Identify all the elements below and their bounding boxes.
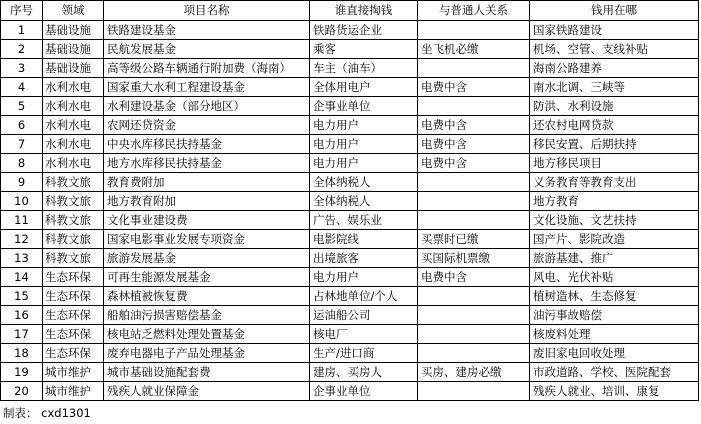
relation-cell: 买票时已缴 [418, 230, 530, 249]
row-number: 14 [1, 268, 43, 287]
relation-cell [418, 325, 530, 344]
relation-cell [418, 344, 530, 363]
header-field: 领域 [43, 1, 104, 21]
table-row [1, 192, 699, 211]
field-cell: 基础设施 [43, 59, 104, 78]
relation-cell: 电费中含 [418, 116, 530, 135]
project-name-cell: 教育费附加 [104, 173, 310, 192]
relation-cell: 买房、建房必缴 [418, 363, 530, 382]
field-cell: 科教文旅 [43, 211, 104, 230]
payer-cell: 运油船公司 [310, 306, 418, 325]
payer-cell: 电力用户 [310, 135, 418, 154]
row-number: 16 [1, 306, 43, 325]
row-number: 11 [1, 211, 43, 230]
header-relation: 与普通人关系 [418, 1, 530, 21]
usage-cell: 义务教育等教育支出 [530, 173, 699, 192]
header-no: 序号 [1, 1, 43, 21]
row-number: 9 [1, 173, 43, 192]
credit-text: 制表： cxd1301 [3, 406, 91, 420]
row-number: 20 [1, 382, 43, 401]
table-row [1, 268, 699, 287]
relation-cell: 电费中含 [418, 154, 530, 173]
field-cell: 基础设施 [43, 21, 104, 40]
payer-cell: 占林地单位/个人 [310, 287, 418, 306]
payer-cell: 生产/进口商 [310, 344, 418, 363]
field-cell: 生态环保 [43, 306, 104, 325]
relation-cell [418, 382, 530, 401]
project-name-cell: 民航发展基金 [104, 40, 310, 59]
field-cell: 水利水电 [43, 97, 104, 116]
project-name-cell: 废弃电器电子产品处理基金 [104, 344, 310, 363]
payer-cell: 建房、买房人 [310, 363, 418, 382]
table-row [1, 306, 699, 325]
row-number: 5 [1, 97, 43, 116]
usage-cell: 市政道路、学校、医院配套 [530, 363, 699, 382]
table-row [1, 325, 699, 344]
field-cell: 基础设施 [43, 40, 104, 59]
field-cell: 科教文旅 [43, 173, 104, 192]
row-number: 1 [1, 21, 43, 40]
header-use: 钱用在哪 [530, 1, 699, 21]
row-number: 8 [1, 154, 43, 173]
project-name-cell: 地方水库移民扶持基金 [104, 154, 310, 173]
field-cell: 生态环保 [43, 268, 104, 287]
project-name-cell: 可再生能源发展基金 [104, 268, 310, 287]
field-cell: 水利水电 [43, 116, 104, 135]
header-name: 项目名称 [104, 1, 310, 21]
relation-cell: 电费中含 [418, 78, 530, 97]
project-name-cell: 铁路建设基金 [104, 21, 310, 40]
row-number: 3 [1, 59, 43, 78]
usage-cell: 海南公路建养 [530, 59, 699, 78]
payer-cell: 广告、娱乐业 [310, 211, 418, 230]
row-number: 17 [1, 325, 43, 344]
field-cell: 水利水电 [43, 154, 104, 173]
row-number: 10 [1, 192, 43, 211]
project-name-cell: 国家电影事业发展专项资金 [104, 230, 310, 249]
project-name-cell: 核电站乏燃料处理处置基金 [104, 325, 310, 344]
usage-cell: 国产片、影院改造 [530, 230, 699, 249]
usage-cell: 南水北调、三峡等 [530, 78, 699, 97]
project-name-cell: 文化事业建设费 [104, 211, 310, 230]
relation-cell: 坐飞机必缴 [418, 40, 530, 59]
header-payer: 谁直接掏钱 [310, 1, 418, 21]
project-name-cell: 船舶油污损害赔偿基金 [104, 306, 310, 325]
relation-cell [418, 21, 530, 40]
payer-cell: 电力用户 [310, 116, 418, 135]
relation-cell: 买国际机票缴 [418, 249, 530, 268]
row-number: 15 [1, 287, 43, 306]
table-row [1, 344, 699, 363]
payer-cell: 企事业单位 [310, 382, 418, 401]
table-row [1, 59, 699, 78]
project-name-cell: 残疾人就业保障金 [104, 382, 310, 401]
payer-cell: 全体纳税人 [310, 192, 418, 211]
usage-cell: 地方移民项目 [530, 154, 699, 173]
row-number: 4 [1, 78, 43, 97]
usage-cell: 废旧家电回收处理 [530, 344, 699, 363]
header-row [1, 1, 699, 21]
usage-cell: 油污事故赔偿 [530, 306, 699, 325]
payer-cell: 车主（油车） [310, 59, 418, 78]
table-row [1, 78, 699, 97]
usage-cell: 国家铁路建设 [530, 21, 699, 40]
payer-cell: 全体用电户 [310, 78, 418, 97]
table-row [1, 40, 699, 59]
payer-cell: 企事业单位 [310, 97, 418, 116]
row-number: 2 [1, 40, 43, 59]
usage-cell: 残疾人就业、培训、康复 [530, 382, 699, 401]
field-cell: 水利水电 [43, 135, 104, 154]
field-cell: 生态环保 [43, 325, 104, 344]
payer-cell: 电力用户 [310, 154, 418, 173]
field-cell: 科教文旅 [43, 249, 104, 268]
project-name-cell: 地方教育附加 [104, 192, 310, 211]
field-cell: 生态环保 [43, 287, 104, 306]
usage-cell: 地方教育 [530, 192, 699, 211]
usage-cell: 旅游基建、推广 [530, 249, 699, 268]
usage-cell: 文化设施、文艺扶持 [530, 211, 699, 230]
table-row [1, 287, 699, 306]
table-row [1, 135, 699, 154]
field-cell: 城市维护 [43, 363, 104, 382]
table-row [1, 21, 699, 40]
row-number: 6 [1, 116, 43, 135]
project-name-cell: 旅游发展基金 [104, 249, 310, 268]
project-name-cell: 中央水库移民扶持基金 [104, 135, 310, 154]
project-name-cell: 国家重大水利工程建设基金 [104, 78, 310, 97]
project-name-cell: 森林植被恢复费 [104, 287, 310, 306]
row-number: 13 [1, 249, 43, 268]
project-name-cell: 水利建设基金（部分地区） [104, 97, 310, 116]
table-row [1, 97, 699, 116]
relation-cell [418, 211, 530, 230]
relation-cell [418, 306, 530, 325]
field-cell: 水利水电 [43, 78, 104, 97]
table-row [1, 116, 699, 135]
row-number: 7 [1, 135, 43, 154]
relation-cell [418, 287, 530, 306]
table-row [1, 154, 699, 173]
usage-cell: 移民安置、后期扶持 [530, 135, 699, 154]
payer-cell: 出境旅客 [310, 249, 418, 268]
relation-cell [418, 173, 530, 192]
payer-cell: 乘客 [310, 40, 418, 59]
table-row [1, 211, 699, 230]
project-name-cell: 农网还贷资金 [104, 116, 310, 135]
project-name-cell: 高等级公路车辆通行附加费（海南） [104, 59, 310, 78]
row-number: 18 [1, 344, 43, 363]
table-row [1, 173, 699, 192]
relation-cell: 电费中含 [418, 268, 530, 287]
row-number: 19 [1, 363, 43, 382]
payer-cell: 电影院线 [310, 230, 418, 249]
project-name-cell: 城市基础设施配套费 [104, 363, 310, 382]
field-cell: 生态环保 [43, 344, 104, 363]
field-cell: 科教文旅 [43, 230, 104, 249]
usage-cell: 机场、空管、支线补贴 [530, 40, 699, 59]
field-cell: 城市维护 [43, 382, 104, 401]
field-cell: 科教文旅 [43, 192, 104, 211]
table-row [1, 230, 699, 249]
payer-cell: 核电厂 [310, 325, 418, 344]
payer-cell: 电力用户 [310, 268, 418, 287]
relation-cell: 电费中含 [418, 135, 530, 154]
table-row [1, 363, 699, 382]
relation-cell [418, 97, 530, 116]
usage-cell: 还农村电网贷款 [530, 116, 699, 135]
payer-cell: 全体纳税人 [310, 173, 418, 192]
table-row [1, 249, 699, 268]
table-body [1, 21, 699, 401]
usage-cell: 植树造林、生态修复 [530, 287, 699, 306]
relation-cell [418, 59, 530, 78]
usage-cell: 核废料处理 [530, 325, 699, 344]
row-number: 12 [1, 230, 43, 249]
usage-cell: 防洪、水利设施 [530, 97, 699, 116]
table-row [1, 382, 699, 401]
payer-cell: 铁路货运企业 [310, 21, 418, 40]
relation-cell [418, 192, 530, 211]
usage-cell: 风电、光伏补贴 [530, 268, 699, 287]
